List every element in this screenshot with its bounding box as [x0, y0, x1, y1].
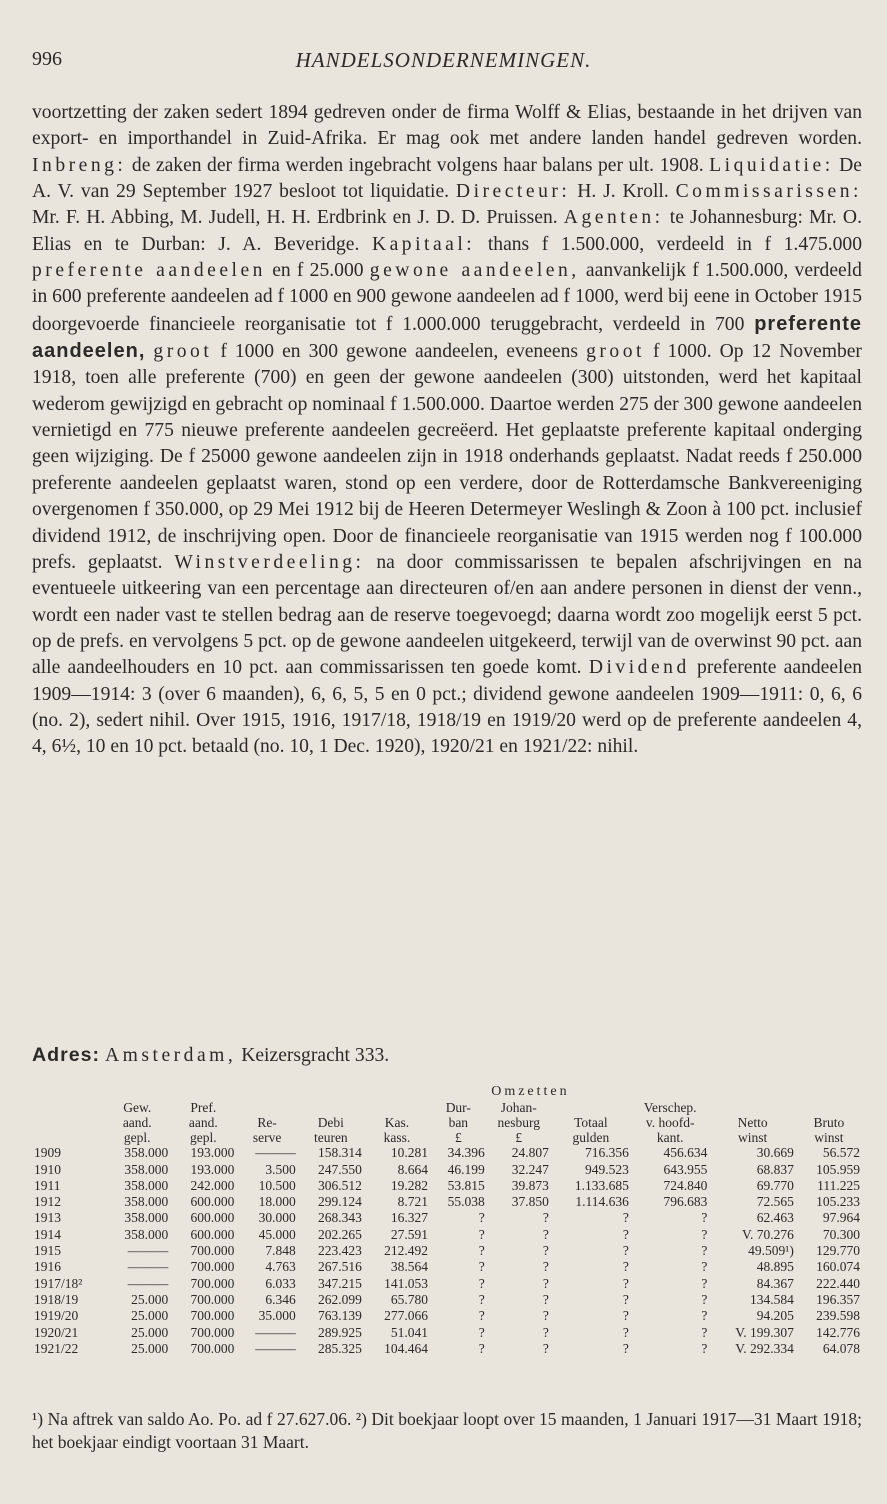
table-cell: 716.356 — [585, 1145, 629, 1161]
label-directeur: Directeur: — [455, 181, 571, 203]
table-cell: ? — [478, 1243, 485, 1259]
table-cell: 262.099 — [317, 1291, 362, 1307]
table-cell: 1912 — [34, 1194, 61, 1210]
footnotes — [32, 1408, 862, 1454]
table-cell: ? — [701, 1259, 708, 1275]
table-cell: ? — [622, 1226, 629, 1242]
table-column-header: Re- serve — [252, 1115, 282, 1146]
text-groot-1: groot — [153, 341, 213, 363]
table-cell: 141.053 — [384, 1275, 428, 1291]
table-cell: ? — [542, 1275, 549, 1291]
table-cell: 763.139 — [317, 1308, 362, 1324]
table-cell: 6.346 — [265, 1291, 296, 1307]
table-cell: 456.634 — [663, 1145, 708, 1161]
table-cell: 1917/18² — [34, 1275, 83, 1291]
label-winstverdeeling: Winstverdeeling: — [174, 551, 365, 573]
table-cell: ? — [542, 1340, 549, 1356]
table-cell: 724.840 — [663, 1177, 708, 1193]
table-cell: ——— — [127, 1243, 169, 1259]
table-cell: 277.066 — [384, 1308, 428, 1324]
table-cell: 69.770 — [756, 1177, 794, 1193]
table-cell: 289.925 — [317, 1324, 362, 1340]
table-cell: 39.873 — [511, 1177, 549, 1193]
text-intro: voortzetting der zaken sedert 1894 gedreven onder de firma Wolff & Elias, bestaande in het drijven van export- en importhandel in Zuid-Afrika. Er mag ook met andere landen handel gedreven worden. — [32, 102, 862, 150]
text-kapitaal-4: f 1000 en 300 gewone aandeelen, eveneens — [220, 341, 579, 363]
table-row — [32, 1292, 862, 1308]
address-line — [32, 1044, 389, 1067]
table-cell: 600.000 — [190, 1226, 235, 1242]
table-cell: 1.114.636 — [575, 1194, 629, 1210]
table-cell: 30.669 — [756, 1145, 794, 1161]
label-kapitaal: Kapitaal: — [371, 233, 476, 255]
table-cell: ? — [622, 1308, 629, 1324]
table-cell: 358.000 — [124, 1194, 169, 1210]
table-cell: 30.000 — [258, 1210, 296, 1226]
table-cell: ? — [478, 1340, 485, 1356]
table-column-header: Pref. aand. gepl. — [188, 1100, 218, 1146]
table-cell: 223.423 — [317, 1243, 362, 1259]
table-cell: 796.683 — [663, 1194, 708, 1210]
table-cell: 160.074 — [816, 1259, 860, 1275]
table-cell: 358.000 — [124, 1226, 169, 1242]
table-cell: ——— — [127, 1275, 169, 1291]
address-label: Adres: — [32, 1044, 101, 1066]
text-preferente-bold: preferente aandeelen, — [32, 312, 862, 363]
text-gewone-aandeelen: gewone aandeelen, — [369, 260, 580, 282]
table-cell: 1920/21 — [34, 1324, 79, 1340]
table-cell: 358.000 — [124, 1145, 169, 1161]
table-cell: ? — [542, 1308, 549, 1324]
table-cell: 10.281 — [390, 1145, 428, 1161]
table-cell: 285.325 — [317, 1340, 362, 1356]
table-cell: 700.000 — [190, 1308, 235, 1324]
table-cell: 10.500 — [258, 1177, 296, 1193]
table-row — [32, 1308, 862, 1324]
table-row — [32, 1210, 862, 1226]
table-cell: ? — [478, 1275, 485, 1291]
text-preferente-aandeelen: preferente aandeelen — [32, 260, 266, 282]
table-cell: ? — [478, 1291, 485, 1307]
table-cell: ? — [622, 1340, 629, 1356]
table-column-header: Verschep. v. hoofd- kant. — [643, 1100, 697, 1146]
label-commissarissen: Commissarissen: — [675, 181, 862, 203]
table-cell: 600.000 — [190, 1194, 235, 1210]
table-cell: 700.000 — [190, 1243, 235, 1259]
table-cell: 48.895 — [756, 1259, 794, 1275]
table-cell: 347.215 — [317, 1275, 362, 1291]
table-cell: 1916 — [34, 1259, 61, 1275]
table-cell: 212.492 — [384, 1243, 428, 1259]
text-dividend: preferente aandeelen 1909—1914: 3 (over 6 maanden), 6, 6, 5, 5 en 0 pct.; dividend gewone aandeelen 1909—1911: 0, 6, 6 (no. 2), sedert nihil. Over 1915, 1916, 1917/18, 1918/19 en 1919/20 werd op de preferente aandeelen 4, 4, 6½, 10 en 10 pct. betaald (no. 10, 1 Dec. 1920), 1920/21 en 1921/22: nihil. — [32, 657, 862, 758]
financial-table-wrap — [32, 1084, 862, 1357]
table-cell: 142.776 — [816, 1324, 860, 1340]
table-cell: ? — [701, 1210, 708, 1226]
table-cell: 32.247 — [511, 1161, 549, 1177]
table-cell: 643.955 — [663, 1161, 708, 1177]
table-cell: ? — [542, 1324, 549, 1340]
table-cell: 45.000 — [258, 1226, 296, 1242]
table-cell: ? — [478, 1210, 485, 1226]
table-column-header: Netto winst — [737, 1115, 768, 1146]
table-cell: 55.038 — [447, 1194, 485, 1210]
table-cell: 25.000 — [131, 1291, 169, 1307]
table-cell: 104.464 — [384, 1340, 428, 1356]
table-cell: 358.000 — [124, 1177, 169, 1193]
table-cell: 134.584 — [749, 1291, 794, 1307]
table-cell: 49.509¹) — [748, 1243, 794, 1259]
table-cell: 25.000 — [131, 1324, 169, 1340]
table-column-header: Gew. aand. gepl. — [122, 1100, 152, 1146]
text-winstverdeeling: na door commissarissen te bepalen afschrijvingen en na eventueele uitkeering van een percentage aan directeuren of/en aan andere personen in dienst der venn., wordt een nader vast te stellen bedrag aan de reserve toegevoegd; daarna wordt zoo mogelijk eerst 5 pct. op de prefs. en vervolgens 5 pct. op de gewone aandeelen uitgekeerd, terwijl van de overwinst 90 pct. aan alle aandeelhouders en 10 pct. aan commissarissen ten goede komt. — [32, 551, 862, 679]
table-cell: 56.572 — [822, 1145, 860, 1161]
table-cell: 105.233 — [816, 1194, 860, 1210]
table-row — [32, 1259, 862, 1275]
table-cell: ? — [542, 1259, 549, 1275]
table-cell: 1915 — [34, 1243, 61, 1259]
table-column-header: Dur- ban £ — [445, 1100, 471, 1146]
table-cell: 1918/19 — [34, 1291, 79, 1307]
table-cell: 46.199 — [447, 1161, 485, 1177]
table-cell: 38.564 — [390, 1259, 428, 1275]
table-cell: 268.343 — [317, 1210, 362, 1226]
financial-table — [32, 1084, 862, 1357]
table-cell: 34.396 — [447, 1145, 485, 1161]
table-cell: ——— — [255, 1340, 296, 1356]
table-cell: ? — [478, 1324, 485, 1340]
table-cell: ? — [701, 1340, 708, 1356]
table-cell: 25.000 — [131, 1340, 169, 1356]
table-cell: ——— — [255, 1145, 296, 1161]
table-cell: 62.463 — [756, 1210, 794, 1226]
table-cell: ? — [542, 1243, 549, 1259]
text-groot-2: groot — [586, 341, 645, 363]
table-cell: ? — [701, 1324, 708, 1340]
label-agenten: Agenten: — [563, 207, 664, 229]
table-cell: ? — [478, 1259, 485, 1275]
table-cell: ? — [701, 1226, 708, 1242]
table-cell: 600.000 — [190, 1210, 235, 1226]
table-cell: 27.591 — [390, 1226, 428, 1242]
text-kapitaal-2: en f 25.000 — [272, 260, 364, 282]
text-kapitaal-3: aanvankelijk f 1.500.000, verdeeld in 600 preferente aandeelen ad f 1000 en 900 gewone aandeelen ad f 1000, werd bij eene in October 1915 doorgevoerde financieele reorganisatie tot f 1.000.000 teruggebracht, verdeeld in 700 — [32, 260, 862, 335]
text-commissarissen: Mr. F. H. Abbing, M. Judell, H. H. Erdbrink en J. D. D. Pruissen. — [32, 207, 558, 229]
table-cell: V. 199.307 — [735, 1324, 794, 1340]
table-cell: 68.837 — [756, 1161, 794, 1177]
table-cell: 358.000 — [124, 1210, 169, 1226]
table-cell: 700.000 — [190, 1340, 235, 1356]
table-cell: 358.000 — [124, 1161, 169, 1177]
text-agenten: te Johannesburg: Mr. O. Elias en te Durban: J. A. Beveridge. — [32, 207, 862, 255]
table-cell: 84.367 — [756, 1275, 794, 1291]
table-cell: 3.500 — [265, 1161, 296, 1177]
table-cell: 1911 — [34, 1177, 61, 1193]
label-inbreng: Inbreng: — [32, 154, 127, 176]
table-cell: 202.265 — [317, 1226, 362, 1242]
table-cell: 222.440 — [816, 1275, 860, 1291]
table-cell: 247.550 — [317, 1161, 362, 1177]
table-cell: 193.000 — [190, 1145, 235, 1161]
table-cell: 700.000 — [190, 1324, 235, 1340]
table-cell: 1914 — [34, 1226, 61, 1242]
table-cell: ? — [478, 1226, 485, 1242]
page-number: 996 — [32, 48, 62, 70]
table-column-header: Kas. kass. — [383, 1115, 411, 1146]
table-cell: 267.516 — [317, 1259, 362, 1275]
table-cell: 196.357 — [816, 1291, 860, 1307]
table-cell: ? — [478, 1308, 485, 1324]
table-cell: 949.523 — [585, 1161, 629, 1177]
table-cell: 7.848 — [265, 1243, 296, 1259]
table-cell: 8.721 — [397, 1194, 428, 1210]
table-cell: 700.000 — [190, 1291, 235, 1307]
table-cell: ? — [622, 1243, 629, 1259]
table-cell: 65.780 — [390, 1291, 428, 1307]
table-cell: ? — [701, 1275, 708, 1291]
running-title: HANDELSONDERNEMINGEN. — [295, 48, 592, 72]
table-cell: 1909 — [34, 1145, 61, 1161]
table-cell: ? — [701, 1243, 708, 1259]
table-cell: 1921/22 — [34, 1340, 79, 1356]
table-cell: ——— — [255, 1324, 296, 1340]
table-cell: 1919/20 — [34, 1308, 79, 1324]
table-header-row — [32, 1100, 862, 1145]
table-cell: 299.124 — [317, 1194, 362, 1210]
table-cell: 242.000 — [190, 1177, 235, 1193]
table-column-header: Totaal gulden — [572, 1115, 610, 1146]
table-cell: ? — [622, 1210, 629, 1226]
header-omzetten: Omzetten — [491, 1084, 570, 1099]
table-cell: 16.327 — [390, 1210, 428, 1226]
table-cell: 1910 — [34, 1161, 61, 1177]
table-row — [32, 1178, 862, 1194]
table-cell: ? — [622, 1275, 629, 1291]
table-body — [32, 1145, 862, 1357]
table-row — [32, 1325, 862, 1341]
table-cell: 24.807 — [511, 1145, 549, 1161]
table-cell: 1.133.685 — [574, 1177, 629, 1193]
table-cell: 111.225 — [817, 1177, 860, 1193]
table-cell: 239.598 — [816, 1308, 860, 1324]
table-cell: ? — [701, 1291, 708, 1307]
table-cell: V. 292.334 — [735, 1340, 794, 1356]
main-text — [32, 100, 862, 761]
table-cell: 158.314 — [317, 1145, 362, 1161]
table-cell: 8.664 — [397, 1161, 428, 1177]
table-cell: 51.041 — [390, 1324, 428, 1340]
table-cell: ? — [622, 1324, 629, 1340]
table-cell: ? — [622, 1259, 629, 1275]
table-cell: 53.815 — [447, 1177, 485, 1193]
text-inbreng: de zaken der firma werden ingebracht volgens haar balans per ult. 1908. — [131, 154, 704, 176]
table-cell: 19.282 — [390, 1177, 428, 1193]
text-kapitaal-5: f 1000. Op 12 November 1918, toen alle preferente (700) en geen der gewone aandeelen (300) uitstonden, werd het kapitaal wederom gewijzigd en gebracht op nominaal f 1.500.000. Daartoe werden 275 der 300 gewone aandeelen vernietigd en 775 nieuwe preferente aandeelen gecreëerd. Het geplaatste preferente kapitaal onderging geen wijziging. De f 25000 gewone aandeelen zijn in 1918 onderhands geplaatst. Nadat reeds f 250.000 preferente aandeelen geplaatst waren, stond op een verdere, door de Rotterdamsche Bankvereeniging overgenomen f 350.000, op 29 Mei 1912 bij de Heeren Determeyer Weslingh & Zoon à 100 pct. inclusief dividend 1912, de inschrijving open. Door de financieele reorganisatie van 1915 werden nog f 100.000 prefs. geplaatst. — [32, 341, 862, 573]
table-column-header: Johan- nesburg £ — [497, 1100, 541, 1146]
table-cell: 18.000 — [258, 1194, 296, 1210]
table-column-header — [32, 1100, 104, 1145]
table-cell: 97.964 — [822, 1210, 860, 1226]
page-header — [32, 44, 855, 78]
table-row — [32, 1227, 862, 1243]
label-liquidatie: Liquidatie: — [709, 154, 834, 176]
table-cell: 94.205 — [756, 1308, 794, 1324]
footnote-1: ¹) Na aftrek van saldo Ao. Po. ad f 27.627.06. — [32, 1409, 352, 1429]
table-cell: 70.300 — [822, 1226, 860, 1242]
table-cell: 4.763 — [265, 1259, 296, 1275]
table-cell: 105.959 — [816, 1161, 860, 1177]
table-column-header: Bruto winst — [813, 1115, 845, 1146]
table-row — [32, 1243, 862, 1259]
address-city: Amsterdam, — [104, 1045, 237, 1066]
table-cell: ——— — [127, 1259, 169, 1275]
table-cell: 129.770 — [816, 1243, 860, 1259]
table-cell: V. 70.276 — [741, 1226, 794, 1242]
address-street: Keizersgracht 333. — [236, 1045, 390, 1066]
table-cell: ? — [542, 1226, 549, 1242]
table-row — [32, 1162, 862, 1178]
text-directeur: H. J. Kroll. — [577, 181, 669, 203]
label-dividend: Dividend — [588, 657, 690, 679]
table-cell: 700.000 — [190, 1259, 235, 1275]
table-cell: 700.000 — [190, 1275, 235, 1291]
table-cell: ? — [622, 1291, 629, 1307]
table-row — [32, 1194, 862, 1210]
table-column-header: Debi teuren — [313, 1115, 348, 1146]
table-cell: 72.565 — [756, 1194, 794, 1210]
text-liquidatie: De A. V. van 29 September 1927 besloot tot liquidatie. — [32, 154, 863, 203]
table-cell: 64.078 — [822, 1340, 860, 1356]
table-cell: 37.850 — [511, 1194, 549, 1210]
table-cell: 1913 — [34, 1210, 61, 1226]
text-kapitaal-1: thans f 1.500.000, verdeeld in f 1.475.000 — [487, 233, 862, 255]
table-row — [32, 1341, 862, 1357]
table-row — [32, 1276, 862, 1292]
table-cell: ? — [542, 1291, 549, 1307]
table-row — [32, 1145, 862, 1161]
table-cell: 193.000 — [190, 1161, 235, 1177]
table-cell: ? — [542, 1210, 549, 1226]
table-cell: 35.000 — [258, 1308, 296, 1324]
table-cell: 6.033 — [265, 1275, 296, 1291]
table-cell: 306.512 — [317, 1177, 362, 1193]
table-cell: 25.000 — [131, 1308, 169, 1324]
table-cell: ? — [701, 1308, 708, 1324]
footnote-2: ²) Dit boekjaar loopt over 15 maanden, 1 Januari 1917—31 Maart 1918; het boekjaar eindigt voortaan 31 Maart. — [32, 1409, 862, 1452]
